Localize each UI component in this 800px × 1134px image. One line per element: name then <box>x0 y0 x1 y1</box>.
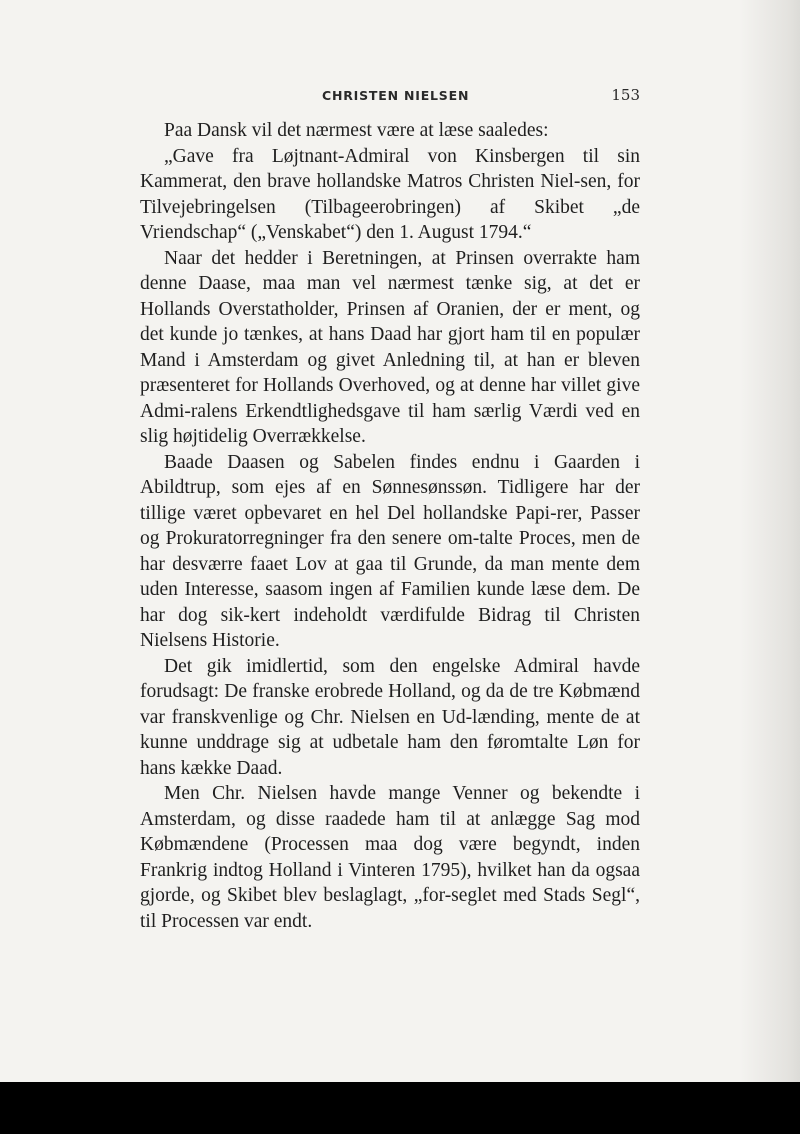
paragraph: Men Chr. Nielsen havde mange Venner og bekendte i Amsterdam, og disse raadede ham til at anlægge Sag mod Købmændene (Processen maa dog være begyndt, inden Frankrig indtog Holland i Vinteren 1795), hvilket han da ogsaa gjorde, og Skibet blev beslaglagt, „for-seglet med Stads Segl“, til Processen var endt. <box>140 783 640 932</box>
page-header <box>160 86 640 106</box>
paragraph: Baade Daasen og Sabelen findes endnu i Gaarden i Abildtrup, som ejes af en Sønnesønssøn. Tidligere har der tillige været opbevaret en hel Del hollandske Papi-rer, Passer og Prokuratorregninger fra den senere om-talte Proces, men de har desværre faaet Lov at gaa til Grunde, da man mente dem uden Interesse, saasom ingen af Familien kunde læse dem. De har dog sik-kert indeholdt værdifulde Bidrag til Christen Nielsens Historie. <box>140 451 640 651</box>
paragraph: „Gave fra Løjtnant-Admiral von Kinsbergen til sin Kammerat, den brave hollandske Matros Christen Niel-sen, for Tilvejebringelsen (Tilbageerobringen) af Skibet „de Vriendschap“ („Venskabet“) den 1. August 1794.“ <box>140 145 640 243</box>
paragraph: Naar det hedder i Beretningen, at Prinsen overrakte ham denne Daase, maa man vel nærmest tænke sig, at det er Hollands Overstatholder, Prinsen af Oranien, der er ment, og det kunde jo tænkes, at hans Daad har gjort ham til en populær Mand i Amsterdam og givet Anledning til, at han er bleven præsenteret for Hollands Overhoved, og at denne har villet give Admi-ralens Erkendtlighedsgave til ham særlig Værdi ved en slig højtidelig Overrækkelse. <box>140 247 640 447</box>
page-number: 153 <box>611 86 640 104</box>
paragraph: Det gik imidlertid, som den engelske Admiral havde forudsagt: De franske erobrede Holland, og da de tre Købmænd var franskvenlige og Chr. Nielsen en Ud-lænding, mente de at kunne unddrage sig at udbetale ham den føromtalte Løn for hans kække Daad. <box>140 655 640 779</box>
page-edge-shadow <box>740 0 800 1082</box>
body-text <box>140 118 640 934</box>
running-head: CHRISTEN NIELSEN <box>322 88 470 103</box>
paragraph: Paa Dansk vil det nærmest være at læse saaledes: <box>164 120 549 141</box>
